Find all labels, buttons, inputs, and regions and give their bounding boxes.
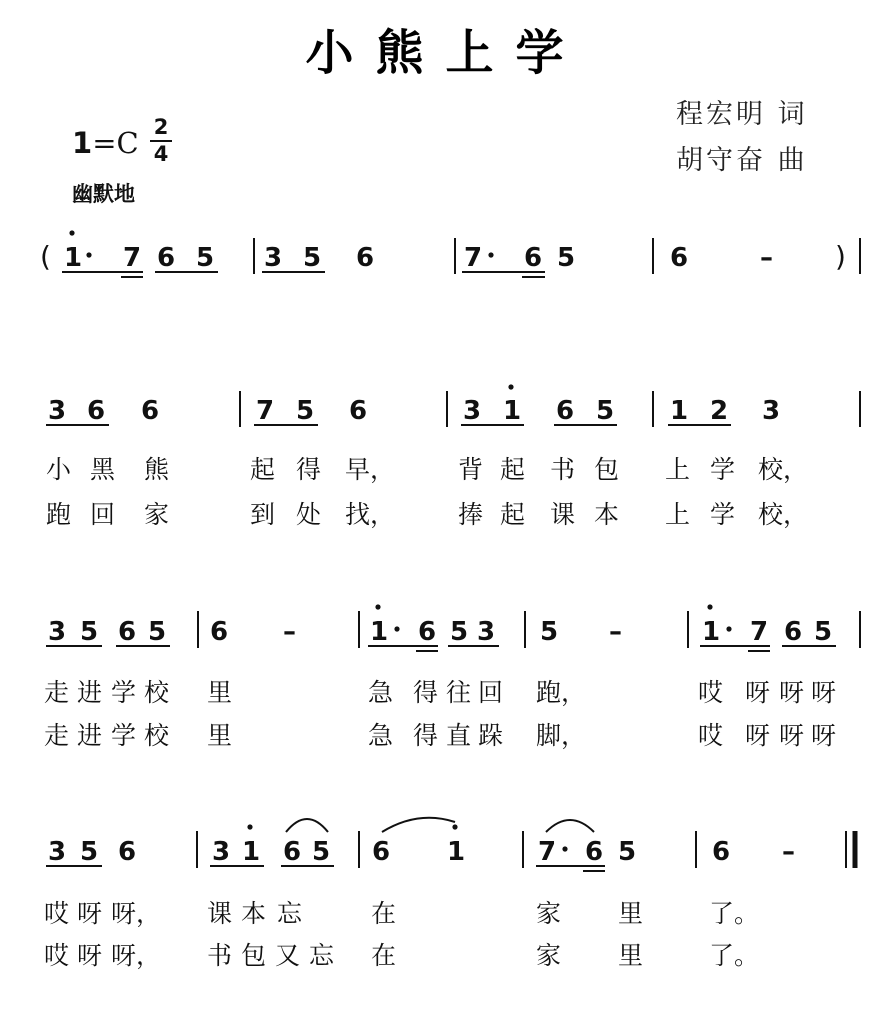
staff-line-1 xyxy=(46,384,860,427)
note: 5 xyxy=(148,617,167,647)
slur xyxy=(546,820,594,832)
lyric-char: 课 xyxy=(550,500,576,529)
slur xyxy=(382,818,455,832)
lyric-char: 呀 xyxy=(77,941,103,970)
staff-line-3 xyxy=(46,818,855,871)
note: 6 xyxy=(585,837,604,867)
note: 6 xyxy=(210,617,229,647)
lyric-char: 起 xyxy=(500,455,526,484)
note: 3 xyxy=(762,396,781,426)
note: 1 xyxy=(447,837,466,867)
lyric-char: 书 xyxy=(550,455,576,484)
extension-dash: – xyxy=(782,837,795,867)
note: 7 xyxy=(256,396,275,426)
augmentation-dot xyxy=(394,626,399,631)
lyric-char: 上 xyxy=(665,455,691,484)
note: 6 xyxy=(141,396,160,426)
lyric-char: 校， xyxy=(758,455,809,484)
time-signature-bottom: 4 xyxy=(153,142,169,166)
lyric-char: 走 xyxy=(44,721,70,750)
lyric-char: 了。 xyxy=(709,899,760,928)
song-title: 小熊上学 xyxy=(305,25,586,81)
lyric-char: 跺 xyxy=(478,721,504,750)
note: 1 xyxy=(370,617,389,647)
note: 5 xyxy=(814,617,833,647)
extension-dash: – xyxy=(609,617,622,647)
lyric-char: 早， xyxy=(345,455,396,484)
lyric-char: 捧 xyxy=(458,500,484,529)
lyric-char: 哎 xyxy=(698,721,724,750)
note: 6 xyxy=(784,617,803,647)
staff-intro xyxy=(40,230,860,277)
note: 1 xyxy=(702,617,721,647)
note: 3 xyxy=(212,837,231,867)
lyric-char: 呀 xyxy=(77,899,103,928)
lyric-char: 直 xyxy=(446,721,472,750)
high-octave-dot xyxy=(452,824,457,829)
high-octave-dot xyxy=(247,824,252,829)
note: 1 xyxy=(503,396,522,426)
note: 5 xyxy=(618,837,637,867)
lyric-char: 哎 xyxy=(44,941,70,970)
note: 6 xyxy=(349,396,368,426)
note: 6 xyxy=(157,243,176,273)
lyric-char: 黑 xyxy=(90,455,116,484)
note: 1 xyxy=(670,396,689,426)
note: 5 xyxy=(540,617,559,647)
note: 5 xyxy=(296,396,315,426)
note: 5 xyxy=(80,617,99,647)
lyric-char: 起 xyxy=(500,500,526,529)
lyric-char: 家 xyxy=(536,941,562,970)
note: 7 xyxy=(464,243,483,273)
high-octave-dot xyxy=(707,604,712,609)
high-octave-dot xyxy=(69,230,74,235)
lyric-char: 上 xyxy=(665,500,691,529)
lyric-char: 学 xyxy=(710,500,736,529)
lyric-char: 忘 xyxy=(309,941,335,970)
lyric-char: 背 xyxy=(458,455,484,484)
close-paren: ) xyxy=(835,240,846,273)
key-equals: = xyxy=(92,126,117,160)
lyric-char: 家 xyxy=(536,899,562,928)
lyric-char: 呀 xyxy=(745,721,771,750)
slur xyxy=(286,819,328,832)
lyric-char: 哎 xyxy=(698,678,724,707)
note: 3 xyxy=(477,617,496,647)
note: 6 xyxy=(118,617,137,647)
lyric-char: 脚， xyxy=(536,721,587,750)
augmentation-dot xyxy=(562,846,567,851)
note: 6 xyxy=(670,243,689,273)
note: 6 xyxy=(87,396,106,426)
lyric-char: 在 xyxy=(371,899,397,928)
note: 3 xyxy=(48,617,67,647)
lyric-char: 往 xyxy=(446,678,472,707)
note: 6 xyxy=(283,837,302,867)
lyric-char: 学 xyxy=(111,678,137,707)
note: 5 xyxy=(312,837,331,867)
lyric-char: 急 xyxy=(368,721,394,750)
lyric-char: 学 xyxy=(710,455,736,484)
lyric-char: 呀 xyxy=(779,721,805,750)
key-degree: 1 xyxy=(72,126,93,160)
augmentation-dot xyxy=(726,626,731,631)
lyric-char: 走 xyxy=(44,678,70,707)
lyric-char: 里 xyxy=(618,941,644,970)
note: 5 xyxy=(80,837,99,867)
note: 7 xyxy=(538,837,557,867)
lyric-char: 回 xyxy=(90,500,116,529)
lyric-char: 校 xyxy=(144,721,170,750)
note: 1 xyxy=(64,243,83,273)
note: 6 xyxy=(118,837,137,867)
lyric-char: 急 xyxy=(368,678,394,707)
lyric-char: 进 xyxy=(77,721,103,750)
lyric-char: 包 xyxy=(594,455,620,484)
note: 3 xyxy=(264,243,283,273)
note: 5 xyxy=(196,243,215,273)
lyric-char: 跑， xyxy=(536,678,587,707)
lyric-char: 在 xyxy=(371,941,397,970)
lyric-char: 呀 xyxy=(745,678,771,707)
note: 5 xyxy=(303,243,322,273)
lyric-char: 熊 xyxy=(144,455,170,484)
open-paren: ( xyxy=(40,240,51,273)
lyric-char: 包 xyxy=(241,941,267,970)
note: 1 xyxy=(242,837,261,867)
lyric-char: 校， xyxy=(758,500,809,529)
lyric-char: 校 xyxy=(144,678,170,707)
lyric-char: 处 xyxy=(296,500,322,529)
lyric-char: 小 xyxy=(46,455,72,484)
note: 3 xyxy=(48,837,67,867)
lyric-char: 得 xyxy=(296,455,322,484)
lyric-char: 进 xyxy=(77,678,103,707)
time-signature-top: 2 xyxy=(153,115,169,139)
lyric-char: 哎 xyxy=(44,899,70,928)
lyric-char: 书 xyxy=(207,941,233,970)
note: 6 xyxy=(372,837,391,867)
expression-mark: 幽默地 xyxy=(72,182,135,206)
staff-line-2 xyxy=(46,604,860,651)
lyric-char: 课 xyxy=(207,899,233,928)
lyric-char: 忘 xyxy=(277,899,303,928)
note: 2 xyxy=(710,396,729,426)
lyric-char: 找， xyxy=(345,500,396,529)
lyric-char: 呀 xyxy=(811,721,837,750)
lyric-char: 了。 xyxy=(709,941,760,970)
note: 5 xyxy=(450,617,469,647)
lyric-char: 呀， xyxy=(111,941,162,970)
lyric-char: 本 xyxy=(241,899,267,928)
lyric-char: 家 xyxy=(144,500,170,529)
high-octave-dot xyxy=(375,604,380,609)
note: 6 xyxy=(418,617,437,647)
lyricist-credit: 程宏明 词 xyxy=(676,99,808,130)
extension-dash: – xyxy=(760,243,773,273)
lyric-char: 里 xyxy=(207,721,233,750)
lyric-char: 本 xyxy=(594,500,620,529)
augmentation-dot xyxy=(86,252,91,257)
lyric-char: 得 xyxy=(413,721,439,750)
note: 7 xyxy=(123,243,142,273)
lyric-char: 回 xyxy=(478,678,504,707)
lyric-char: 学 xyxy=(111,721,137,750)
lyric-char: 呀 xyxy=(779,678,805,707)
note: 5 xyxy=(557,243,576,273)
lyric-char: 呀 xyxy=(811,678,837,707)
lyric-char: 又 xyxy=(275,941,301,970)
augmentation-dot xyxy=(488,252,493,257)
composer-credit: 胡守奋 曲 xyxy=(676,145,808,176)
lyric-char: 跑 xyxy=(46,500,72,529)
lyric-char: 里 xyxy=(207,678,233,707)
note: 6 xyxy=(556,396,575,426)
note: 6 xyxy=(356,243,375,273)
lyric-char: 呀， xyxy=(111,899,162,928)
lyric-char: 到 xyxy=(250,500,276,529)
note: 7 xyxy=(750,617,769,647)
lyric-char: 起 xyxy=(250,455,276,484)
note: 6 xyxy=(712,837,731,867)
note: 3 xyxy=(463,396,482,426)
note: 3 xyxy=(48,396,67,426)
high-octave-dot xyxy=(508,384,513,389)
extension-dash: – xyxy=(283,617,296,647)
note: 5 xyxy=(596,396,615,426)
lyric-char: 得 xyxy=(413,678,439,707)
key-tonic: C xyxy=(116,126,139,160)
lyric-char: 里 xyxy=(618,899,644,928)
note: 6 xyxy=(524,243,543,273)
